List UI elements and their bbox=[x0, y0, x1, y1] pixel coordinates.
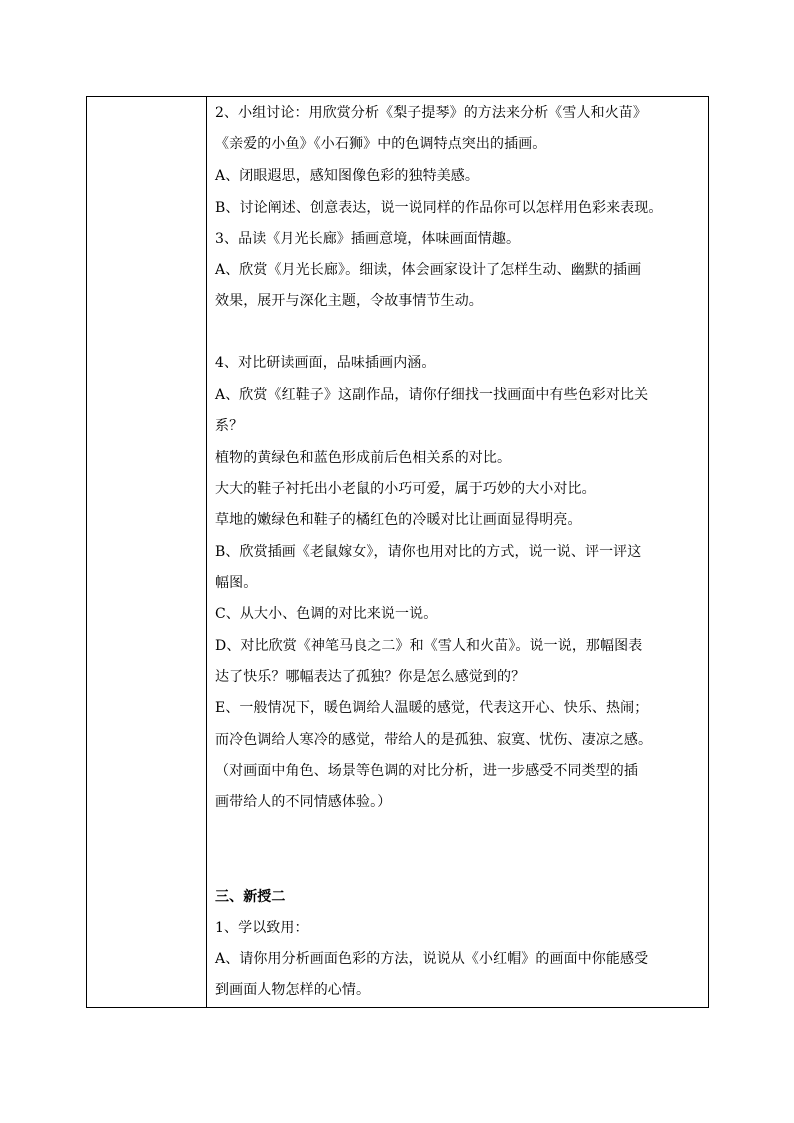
text-line: 达了快乐？哪幅表达了孤独？你是怎么感觉到的？ bbox=[215, 669, 526, 685]
text-line: 效果，展开与深化主题，令故事情节生动。 bbox=[215, 293, 483, 309]
text-line: D、对比欣赏《神笔马良之二》和《雪人和火苗》。说一说，那幅图表 bbox=[215, 638, 643, 654]
text-line: A、请你用分析画面色彩的方法，说说从《小红帽》的画面中你能感受 bbox=[215, 951, 649, 967]
text-line: 幅图。 bbox=[215, 575, 258, 591]
text-line: 画带给人的不同情感体验。） bbox=[215, 794, 392, 810]
text-line: 2、小组讨论：用欣赏分析《梨子提琴》的方法来分析《雪人和火苗》 bbox=[215, 105, 648, 121]
text-line: 4、对比研读画面，品味插画内涵。 bbox=[215, 355, 436, 371]
text-line: 草地的嫩绿色和鞋子的橘红色的冷暖对比让画面显得明亮。 bbox=[215, 512, 582, 528]
text-line: C、从大小、色调的对比来说一说。 bbox=[215, 606, 438, 622]
text-line: 到画面人物怎样的心情。 bbox=[215, 982, 371, 998]
text-line: 系？ bbox=[215, 418, 244, 434]
text-line: 《亲爱的小鱼》《小石狮》中的色调特点突出的插画。 bbox=[215, 136, 547, 152]
text-line: B、欣赏插画《老鼠嫁女》，请你也用对比的方式，说一说、评一评这 bbox=[215, 544, 642, 560]
left-column-cell bbox=[87, 97, 207, 1007]
text-line: B、讨论阐述、创意表达，说一说同样的作品你可以怎样用色彩来表现。 bbox=[215, 200, 663, 216]
content-cell bbox=[208, 97, 708, 1007]
text-line: E、一般情况下，暖色调给人温暖的感觉，代表这开心、快乐、热闹； bbox=[215, 700, 649, 716]
text-line: 1、学以致用： bbox=[215, 920, 309, 936]
lesson-table bbox=[86, 96, 709, 1008]
text-line: 植物的黄绿色和蓝色形成前后色相关系的对比。 bbox=[215, 450, 512, 466]
text-line: A、欣赏《红鞋子》这副作品，请你仔细找一找画面中有些色彩对比关 bbox=[215, 387, 649, 403]
text-line: 3、品读《月光长廊》插画意境，体味画面情趣。 bbox=[215, 231, 521, 247]
text-line: A、闭眼遐思，感知图像色彩的独特美感。 bbox=[215, 168, 480, 184]
section-heading: 三、新授二 bbox=[215, 889, 286, 905]
text-line: 而冷色调给人寒冷的感觉，带给人的是孤独、寂寞、忧伤、凄凉之感。 bbox=[215, 732, 653, 748]
text-line: （对画面中角色、场景等色调的对比分析，进一步感受不同类型的插 bbox=[215, 763, 638, 779]
text-line: 大大的鞋子衬托出小老鼠的小巧可爱，属于巧妙的大小对比。 bbox=[215, 481, 596, 497]
text-line: A、欣赏《月光长廊》。细读，体会画家设计了怎样生动、幽默的插画 bbox=[215, 262, 642, 278]
